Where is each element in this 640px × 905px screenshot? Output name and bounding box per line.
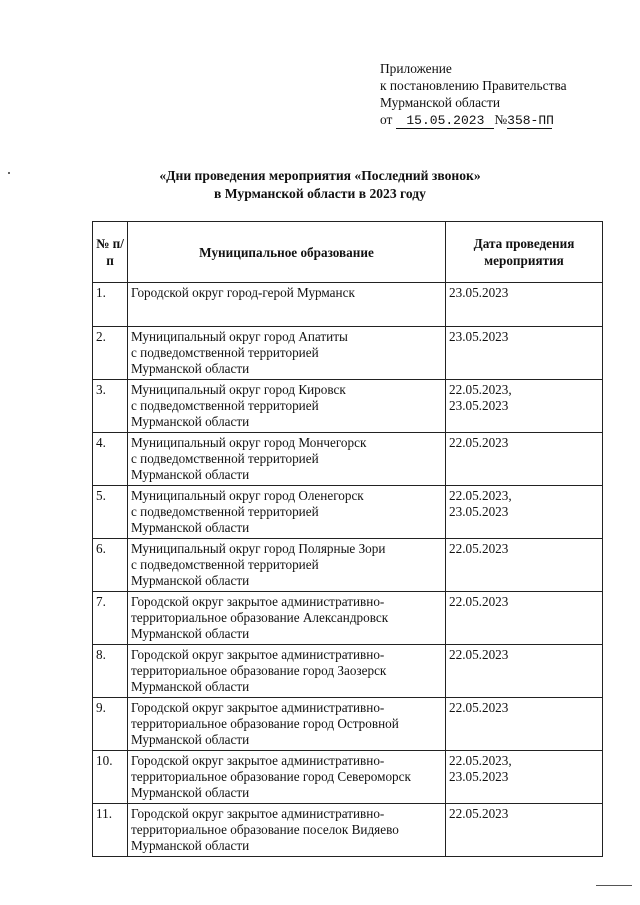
row-municipality: [128, 698, 446, 751]
municipality-line: Городской округ закрытое административно-: [131, 647, 385, 662]
row-number: 4.: [93, 433, 128, 486]
document-title-line1: «Дни проведения мероприятия «Последний звонок»: [159, 168, 481, 183]
row-number: 3.: [93, 380, 128, 433]
municipality-line: Городской округ закрытое административно-: [131, 806, 385, 821]
row-number: 1.: [93, 283, 128, 327]
events-table: [92, 221, 603, 857]
municipality-line: Мурманской области: [131, 732, 250, 747]
table-row: [93, 327, 603, 380]
row-date: [446, 327, 603, 380]
municipality-line: Городской округ город-герой Мурманск: [131, 285, 355, 300]
municipality-line: с подведомственной территорией: [131, 557, 319, 572]
table-row: [93, 804, 603, 857]
row-municipality: [128, 433, 446, 486]
row-municipality: [128, 804, 446, 857]
municipality-line: территориальное образование город Заозерск: [131, 663, 387, 678]
number-sign: №: [494, 112, 508, 127]
municipality-line: с подведомственной территорией: [131, 451, 319, 466]
table-row: [93, 751, 603, 804]
date-line: 23.05.2023: [449, 398, 509, 413]
table-header-row: [93, 222, 603, 283]
row-municipality: [128, 645, 446, 698]
date-line: 22.05.2023: [449, 647, 509, 662]
date-line: 22.05.2023: [449, 435, 509, 450]
date-line: 23.05.2023: [449, 329, 509, 344]
header-date: Дата проведения мероприятия: [446, 222, 603, 283]
municipality-line: Городской округ закрытое административно-: [131, 753, 385, 768]
municipality-line: Муниципальный округ город Полярные Зори: [131, 541, 386, 556]
row-number: 9.: [93, 698, 128, 751]
row-date: [446, 592, 603, 645]
municipality-line: Муниципальный округ город Апатиты: [131, 329, 348, 344]
row-municipality: [128, 751, 446, 804]
row-number: 11.: [93, 804, 128, 857]
appendix-region: Мурманской области: [380, 95, 500, 110]
municipality-line: территориальное образование город Островной: [131, 716, 399, 731]
table-row: [93, 283, 603, 327]
date-line: 22.05.2023: [449, 594, 509, 609]
table-row: [93, 698, 603, 751]
date-line: 23.05.2023: [449, 504, 509, 519]
document-title-line2: в Мурманской области в 2023 году: [214, 186, 426, 201]
municipality-line: Мурманской области: [131, 361, 250, 376]
municipality-line: Муниципальный округ город Кировск: [131, 382, 346, 397]
row-date: [446, 751, 603, 804]
row-number: 6.: [93, 539, 128, 592]
date-line: 23.05.2023: [449, 285, 509, 300]
from-label: от: [380, 112, 393, 127]
decree-date: 15.05.2023: [396, 114, 494, 129]
table-row: [93, 486, 603, 539]
row-municipality: [128, 283, 446, 327]
row-date: [446, 486, 603, 539]
municipality-line: Мурманской области: [131, 414, 250, 429]
header-municipality: Муниципальное образование: [128, 222, 446, 283]
table-body: [93, 283, 603, 857]
row-number: 2.: [93, 327, 128, 380]
date-line: 22.05.2023: [449, 541, 509, 556]
municipality-line: Городской округ закрытое административно-: [131, 700, 385, 715]
appendix-title: Приложение: [380, 61, 452, 76]
row-date: [446, 698, 603, 751]
table-row: [93, 592, 603, 645]
row-number: 5.: [93, 486, 128, 539]
bottom-rule: [596, 885, 632, 886]
row-number: 7.: [93, 592, 128, 645]
municipality-line: Муниципальный округ город Оленегорск: [131, 488, 364, 503]
table-row: [93, 539, 603, 592]
row-date: [446, 283, 603, 327]
row-date: [446, 645, 603, 698]
table-row: [93, 380, 603, 433]
date-line: 22.05.2023,: [449, 382, 512, 397]
row-number: 8.: [93, 645, 128, 698]
appendix-block: [380, 60, 567, 129]
municipality-line: Мурманской области: [131, 626, 250, 641]
municipality-line: с подведомственной территорией: [131, 504, 319, 519]
row-municipality: [128, 380, 446, 433]
date-line: 22.05.2023,: [449, 488, 512, 503]
municipality-line: территориальное образование город Североморск: [131, 769, 411, 784]
row-date: [446, 804, 603, 857]
table-row: [93, 433, 603, 486]
municipality-line: Мурманской области: [131, 573, 250, 588]
date-line: 22.05.2023: [449, 806, 509, 821]
municipality-line: Городской округ закрытое административно-: [131, 594, 385, 609]
municipality-line: Мурманской области: [131, 520, 250, 535]
appendix-date-number: [380, 111, 567, 129]
municipality-line: территориальное образование поселок Видяево: [131, 822, 399, 837]
row-number: 10.: [93, 751, 128, 804]
date-line: 23.05.2023: [449, 769, 509, 784]
row-municipality: [128, 592, 446, 645]
date-line: 22.05.2023,: [449, 753, 512, 768]
appendix-decree-ref: к постановлению Правительства: [380, 78, 567, 93]
municipality-line: Мурманской области: [131, 467, 250, 482]
row-municipality: [128, 539, 446, 592]
row-date: [446, 433, 603, 486]
date-line: 22.05.2023: [449, 700, 509, 715]
row-date: [446, 380, 603, 433]
municipality-line: с подведомственной территорией: [131, 345, 319, 360]
table-row: [93, 645, 603, 698]
municipality-line: Мурманской области: [131, 838, 250, 853]
decree-number: 358-ПП: [507, 113, 554, 128]
municipality-line: Муниципальный округ город Мончегорск: [131, 435, 367, 450]
header-num: № п/п: [93, 222, 128, 283]
municipality-line: Мурманской области: [131, 785, 250, 800]
municipality-line: с подведомственной территорией: [131, 398, 319, 413]
row-municipality: [128, 486, 446, 539]
row-date: [446, 539, 603, 592]
row-municipality: [128, 327, 446, 380]
municipality-line: территориальное образование Александровск: [131, 610, 389, 625]
municipality-line: Мурманской области: [131, 679, 250, 694]
